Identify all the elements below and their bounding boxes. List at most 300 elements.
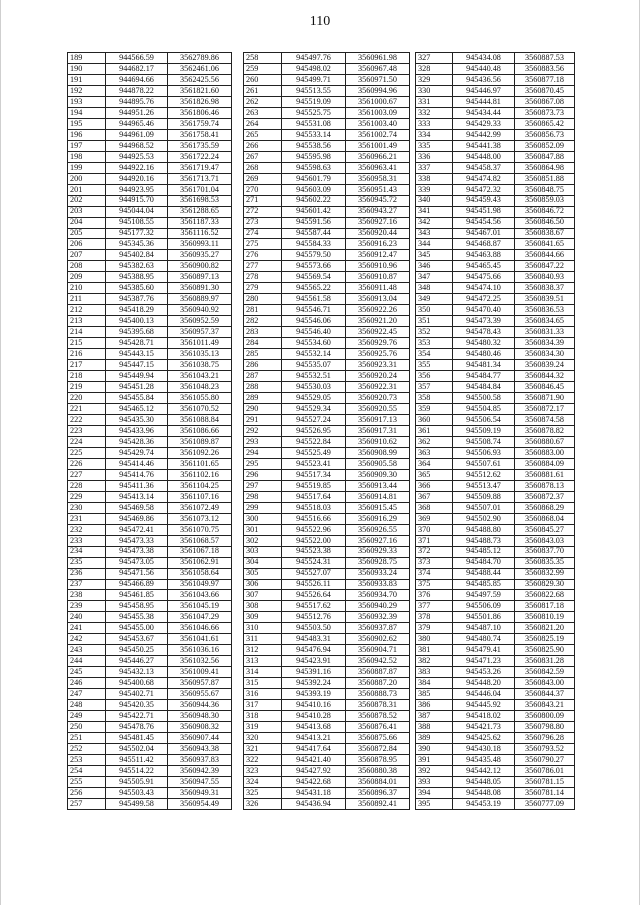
- table-row: [68, 787, 232, 798]
- x-coordinate-cell: 945451.28: [106, 382, 168, 393]
- coordinates-table-1: [67, 52, 232, 810]
- point-number-cell: 381: [416, 645, 453, 656]
- y-coordinate-cell: 3560951.43: [346, 184, 410, 195]
- y-coordinate-cell: 3560955.67: [168, 689, 232, 700]
- y-coordinate-cell: 3561049.97: [168, 579, 232, 590]
- x-coordinate-cell: 945499.58: [106, 798, 168, 809]
- point-number-cell: 272: [244, 206, 282, 217]
- y-coordinate-cell: 3560839.51: [515, 294, 575, 305]
- point-number-cell: 205: [68, 228, 106, 239]
- y-coordinate-cell: 3560905.58: [346, 458, 410, 469]
- x-coordinate-cell: 944961.09: [106, 129, 168, 140]
- point-number-cell: 356: [416, 371, 453, 382]
- table-row: [416, 118, 575, 129]
- point-number-cell: 363: [416, 447, 453, 458]
- table-row: [244, 294, 410, 305]
- page-number: 110: [309, 14, 331, 29]
- x-coordinate-cell: 945502.90: [453, 513, 515, 524]
- table-row: [416, 557, 575, 568]
- table-row: [416, 162, 575, 173]
- table-row: [416, 316, 575, 327]
- table-row: [244, 700, 410, 711]
- table-row: [244, 491, 410, 502]
- point-number-cell: 319: [244, 722, 282, 733]
- table-row: [244, 579, 410, 590]
- point-number-cell: 244: [68, 656, 106, 667]
- y-coordinate-cell: 3561043.21: [168, 371, 232, 382]
- x-coordinate-cell: 945595.98: [282, 151, 346, 162]
- y-coordinate-cell: 3560916.29: [346, 513, 410, 524]
- y-coordinate-cell: 3560907.44: [168, 733, 232, 744]
- table-row: [244, 107, 410, 118]
- x-coordinate-cell: 945444.81: [453, 96, 515, 107]
- y-coordinate-cell: 3560878.95: [346, 755, 410, 766]
- y-coordinate-cell: 3560927.16: [346, 535, 410, 546]
- x-coordinate-cell: 945417.64: [282, 744, 346, 755]
- y-coordinate-cell: 3560923.31: [346, 360, 410, 371]
- y-coordinate-cell: 3560932.39: [346, 612, 410, 623]
- point-number-cell: 385: [416, 689, 453, 700]
- table-row: [68, 53, 232, 64]
- point-number-cell: 379: [416, 623, 453, 634]
- x-coordinate-cell: 945504.85: [453, 404, 515, 415]
- y-coordinate-cell: 3560868.29: [515, 502, 575, 513]
- point-number-cell: 392: [416, 765, 453, 776]
- point-number-cell: 330: [416, 85, 453, 96]
- point-number-cell: 353: [416, 338, 453, 349]
- point-number-cell: 247: [68, 689, 106, 700]
- y-coordinate-cell: 3560913.44: [346, 480, 410, 491]
- point-number-cell: 328: [416, 63, 453, 74]
- point-number-cell: 327: [416, 53, 453, 64]
- point-number-cell: 352: [416, 327, 453, 338]
- table-row: [68, 85, 232, 96]
- x-coordinate-cell: 945478.76: [106, 722, 168, 733]
- x-coordinate-cell: 945466.89: [106, 579, 168, 590]
- point-number-cell: 224: [68, 436, 106, 447]
- table-row: [68, 250, 232, 261]
- table-row: [244, 338, 410, 349]
- y-coordinate-cell: 3560910.96: [346, 261, 410, 272]
- point-number-cell: 208: [68, 261, 106, 272]
- x-coordinate-cell: 944965.46: [106, 118, 168, 129]
- table-row: [416, 546, 575, 557]
- y-coordinate-cell: 3560781.15: [515, 776, 575, 787]
- point-number-cell: 226: [68, 458, 106, 469]
- point-number-cell: 213: [68, 316, 106, 327]
- point-number-cell: 370: [416, 524, 453, 535]
- point-number-cell: 299: [244, 502, 282, 513]
- point-number-cell: 249: [68, 711, 106, 722]
- x-coordinate-cell: 945393.19: [282, 689, 346, 700]
- point-number-cell: 371: [416, 535, 453, 546]
- y-coordinate-cell: 3560874.58: [515, 414, 575, 425]
- point-number-cell: 270: [244, 184, 282, 195]
- point-number-cell: 227: [68, 469, 106, 480]
- y-coordinate-cell: 3560913.04: [346, 294, 410, 305]
- y-coordinate-cell: 3560916.23: [346, 239, 410, 250]
- x-coordinate-cell: 945461.85: [106, 590, 168, 601]
- x-coordinate-cell: 945451.98: [453, 206, 515, 217]
- table-row: [244, 404, 410, 415]
- point-number-cell: 316: [244, 689, 282, 700]
- point-number-cell: 197: [68, 140, 106, 151]
- y-coordinate-cell: 3560889.97: [168, 294, 232, 305]
- point-number-cell: 295: [244, 458, 282, 469]
- point-number-cell: 245: [68, 667, 106, 678]
- point-number-cell: 293: [244, 436, 282, 447]
- y-coordinate-cell: 3560852.09: [515, 140, 575, 151]
- y-coordinate-cell: 3560908.99: [346, 447, 410, 458]
- y-coordinate-cell: 3560911.48: [346, 283, 410, 294]
- y-coordinate-cell: 3560848.75: [515, 184, 575, 195]
- y-coordinate-cell: 3561002.74: [346, 129, 410, 140]
- y-coordinate-cell: 3561032.56: [168, 656, 232, 667]
- x-coordinate-cell: 945484.70: [453, 557, 515, 568]
- y-coordinate-cell: 3561722.24: [168, 151, 232, 162]
- point-number-cell: 308: [244, 601, 282, 612]
- x-coordinate-cell: 945512.62: [453, 469, 515, 480]
- x-coordinate-cell: 945525.49: [282, 447, 346, 458]
- point-number-cell: 233: [68, 535, 106, 546]
- x-coordinate-cell: 945428.36: [106, 436, 168, 447]
- x-coordinate-cell: 945385.60: [106, 283, 168, 294]
- y-coordinate-cell: 3561058.64: [168, 568, 232, 579]
- point-number-cell: 390: [416, 744, 453, 755]
- x-coordinate-cell: 945529.05: [282, 393, 346, 404]
- y-coordinate-cell: 3560933.83: [346, 579, 410, 590]
- point-number-cell: 313: [244, 656, 282, 667]
- table-row: [244, 140, 410, 151]
- x-coordinate-cell: 945443.15: [106, 349, 168, 360]
- x-coordinate-cell: 945531.08: [282, 118, 346, 129]
- table-row: [416, 74, 575, 85]
- y-coordinate-cell: 3561048.23: [168, 382, 232, 393]
- x-coordinate-cell: 945602.22: [282, 195, 346, 206]
- y-coordinate-cell: 3561701.04: [168, 184, 232, 195]
- x-coordinate-cell: 945487.10: [453, 623, 515, 634]
- point-number-cell: 303: [244, 546, 282, 557]
- point-number-cell: 362: [416, 436, 453, 447]
- y-coordinate-cell: 3560943.27: [346, 206, 410, 217]
- table-row: [416, 436, 575, 447]
- x-coordinate-cell: 945469.58: [106, 502, 168, 513]
- table-row: [244, 787, 410, 798]
- point-number-cell: 359: [416, 404, 453, 415]
- x-coordinate-cell: 945513.55: [282, 85, 346, 96]
- y-coordinate-cell: 3560876.41: [346, 722, 410, 733]
- point-number-cell: 305: [244, 568, 282, 579]
- table-row: [68, 294, 232, 305]
- y-coordinate-cell: 3560864.98: [515, 162, 575, 173]
- table-row: [244, 535, 410, 546]
- table-row: [68, 678, 232, 689]
- y-coordinate-cell: 3560884.01: [346, 776, 410, 787]
- table-row: [244, 85, 410, 96]
- table-row: [244, 557, 410, 568]
- table-row: [68, 524, 232, 535]
- point-number-cell: 265: [244, 129, 282, 140]
- y-coordinate-cell: 3560843.00: [515, 678, 575, 689]
- y-coordinate-cell: 3560870.45: [515, 85, 575, 96]
- point-number-cell: 324: [244, 776, 282, 787]
- x-coordinate-cell: 945474.10: [453, 283, 515, 294]
- y-coordinate-cell: 3560971.50: [346, 74, 410, 85]
- y-coordinate-cell: 3560940.92: [168, 305, 232, 316]
- x-coordinate-cell: 945446.97: [453, 85, 515, 96]
- x-coordinate-cell: 945414.46: [106, 458, 168, 469]
- table-row: [68, 74, 232, 85]
- point-number-cell: 231: [68, 513, 106, 524]
- table-row: [68, 447, 232, 458]
- x-coordinate-cell: 945484.77: [453, 371, 515, 382]
- table-row: [244, 327, 410, 338]
- y-coordinate-cell: 3560844.37: [515, 689, 575, 700]
- y-coordinate-cell: 3560786.01: [515, 765, 575, 776]
- y-coordinate-cell: 3561046.66: [168, 623, 232, 634]
- x-coordinate-cell: 945479.41: [453, 645, 515, 656]
- x-coordinate-cell: 945434.44: [453, 107, 515, 118]
- point-number-cell: 234: [68, 546, 106, 557]
- y-coordinate-cell: 3560943.38: [168, 744, 232, 755]
- x-coordinate-cell: 945427.92: [282, 765, 346, 776]
- x-coordinate-cell: 945387.76: [106, 294, 168, 305]
- page-edge-left: [0, 0, 1, 905]
- x-coordinate-cell: 944566.59: [106, 53, 168, 64]
- point-number-cell: 323: [244, 765, 282, 776]
- table-row: [416, 447, 575, 458]
- table-row: [68, 535, 232, 546]
- x-coordinate-cell: 945470.40: [453, 305, 515, 316]
- x-coordinate-cell: 945458.95: [106, 601, 168, 612]
- x-coordinate-cell: 945472.41: [106, 524, 168, 535]
- y-coordinate-cell: 3561092.26: [168, 447, 232, 458]
- table-row: [244, 458, 410, 469]
- point-number-cell: 243: [68, 645, 106, 656]
- y-coordinate-cell: 3560846.45: [515, 382, 575, 393]
- point-number-cell: 373: [416, 557, 453, 568]
- table-row: [244, 206, 410, 217]
- table-row: [68, 623, 232, 634]
- point-number-cell: 369: [416, 513, 453, 524]
- x-coordinate-cell: 945507.61: [453, 458, 515, 469]
- point-number-cell: 361: [416, 425, 453, 436]
- point-number-cell: 280: [244, 294, 282, 305]
- point-number-cell: 326: [244, 798, 282, 809]
- table-row: [244, 96, 410, 107]
- y-coordinate-cell: 3560912.47: [346, 250, 410, 261]
- point-number-cell: 304: [244, 557, 282, 568]
- x-coordinate-cell: 944682.17: [106, 63, 168, 74]
- y-coordinate-cell: 3560838.67: [515, 228, 575, 239]
- y-coordinate-cell: 3560844.66: [515, 250, 575, 261]
- point-number-cell: 216: [68, 349, 106, 360]
- x-coordinate-cell: 945527.24: [282, 414, 346, 425]
- y-coordinate-cell: 3560872.17: [515, 404, 575, 415]
- table-row: [416, 53, 575, 64]
- point-number-cell: 366: [416, 480, 453, 491]
- table-row: [244, 798, 410, 809]
- y-coordinate-cell: 3561698.53: [168, 195, 232, 206]
- point-number-cell: 209: [68, 272, 106, 283]
- x-coordinate-cell: 945453.26: [453, 667, 515, 678]
- x-coordinate-cell: 945530.03: [282, 382, 346, 393]
- y-coordinate-cell: 3560851.88: [515, 173, 575, 184]
- y-coordinate-cell: 3561288.65: [168, 206, 232, 217]
- x-coordinate-cell: 945519.09: [282, 96, 346, 107]
- point-number-cell: 246: [68, 678, 106, 689]
- y-coordinate-cell: 3560902.62: [346, 634, 410, 645]
- x-coordinate-cell: 945395.68: [106, 327, 168, 338]
- point-number-cell: 215: [68, 338, 106, 349]
- table-row: [416, 502, 575, 513]
- point-number-cell: 200: [68, 173, 106, 184]
- point-number-cell: 346: [416, 261, 453, 272]
- x-coordinate-cell: 945523.38: [282, 546, 346, 557]
- x-coordinate-cell: 945527.07: [282, 568, 346, 579]
- point-number-cell: 262: [244, 96, 282, 107]
- x-coordinate-cell: 945565.22: [282, 283, 346, 294]
- table-row: [416, 382, 575, 393]
- table-row: [416, 360, 575, 371]
- table-row: [244, 371, 410, 382]
- y-coordinate-cell: 3560867.08: [515, 96, 575, 107]
- point-number-cell: 355: [416, 360, 453, 371]
- y-coordinate-cell: 3561036.16: [168, 645, 232, 656]
- x-coordinate-cell: 945476.94: [282, 645, 346, 656]
- x-coordinate-cell: 945498.02: [282, 63, 346, 74]
- x-coordinate-cell: 945472.25: [453, 294, 515, 305]
- y-coordinate-cell: 3562425.56: [168, 74, 232, 85]
- y-coordinate-cell: 3561072.49: [168, 502, 232, 513]
- y-coordinate-cell: 3561038.75: [168, 360, 232, 371]
- x-coordinate-cell: 945455.84: [106, 393, 168, 404]
- table-row: [416, 579, 575, 590]
- y-coordinate-cell: 3561089.87: [168, 436, 232, 447]
- x-coordinate-cell: 945481.34: [453, 360, 515, 371]
- point-number-cell: 207: [68, 250, 106, 261]
- y-coordinate-cell: 3561088.84: [168, 414, 232, 425]
- x-coordinate-cell: 945546.06: [282, 316, 346, 327]
- table-row: [244, 678, 410, 689]
- table-row: [416, 645, 575, 656]
- point-number-cell: 331: [416, 96, 453, 107]
- table-row: [68, 469, 232, 480]
- x-coordinate-cell: 945488.73: [453, 535, 515, 546]
- table-row: [68, 700, 232, 711]
- table-row: [68, 404, 232, 415]
- point-number-cell: 191: [68, 74, 106, 85]
- y-coordinate-cell: 3560873.73: [515, 107, 575, 118]
- table-row: [244, 568, 410, 579]
- y-coordinate-cell: 3560954.49: [168, 798, 232, 809]
- table-row: [68, 327, 232, 338]
- point-number-cell: 278: [244, 272, 282, 283]
- y-coordinate-cell: 3560865.42: [515, 118, 575, 129]
- point-number-cell: 317: [244, 700, 282, 711]
- point-number-cell: 283: [244, 327, 282, 338]
- table-row: [68, 140, 232, 151]
- x-coordinate-cell: 945410.28: [282, 711, 346, 722]
- y-coordinate-cell: 3560847.22: [515, 261, 575, 272]
- y-coordinate-cell: 3561045.19: [168, 601, 232, 612]
- point-number-cell: 383: [416, 667, 453, 678]
- point-number-cell: 300: [244, 513, 282, 524]
- y-coordinate-cell: 3560878.13: [515, 480, 575, 491]
- y-coordinate-cell: 3560993.11: [168, 239, 232, 250]
- point-number-cell: 320: [244, 733, 282, 744]
- y-coordinate-cell: 3560868.04: [515, 513, 575, 524]
- y-coordinate-cell: 3560842.59: [515, 667, 575, 678]
- x-coordinate-cell: 945108.55: [106, 217, 168, 228]
- point-number-cell: 394: [416, 787, 453, 798]
- table-row: [68, 776, 232, 787]
- point-number-cell: 335: [416, 140, 453, 151]
- table-row: [244, 524, 410, 535]
- x-coordinate-cell: 945402.84: [106, 250, 168, 261]
- point-number-cell: 259: [244, 63, 282, 74]
- x-coordinate-cell: 945601.42: [282, 206, 346, 217]
- table-row: [68, 755, 232, 766]
- x-coordinate-cell: 945522.00: [282, 535, 346, 546]
- x-coordinate-cell: 945522.96: [282, 524, 346, 535]
- table-row: [244, 656, 410, 667]
- table-row: [244, 601, 410, 612]
- x-coordinate-cell: 945523.41: [282, 458, 346, 469]
- x-coordinate-cell: 945601.79: [282, 173, 346, 184]
- x-coordinate-cell: 945505.91: [106, 776, 168, 787]
- x-coordinate-cell: 945442.99: [453, 129, 515, 140]
- y-coordinate-cell: 3561055.80: [168, 393, 232, 404]
- y-coordinate-cell: 3560796.28: [515, 733, 575, 744]
- x-coordinate-cell: 945402.71: [106, 689, 168, 700]
- point-number-cell: 203: [68, 206, 106, 217]
- table-row: [416, 612, 575, 623]
- y-coordinate-cell: 3560929.33: [346, 546, 410, 557]
- y-coordinate-cell: 3560878.31: [346, 700, 410, 711]
- x-coordinate-cell: 944920.16: [106, 173, 168, 184]
- x-coordinate-cell: 945587.44: [282, 228, 346, 239]
- x-coordinate-cell: 945400.68: [106, 678, 168, 689]
- table-row: [244, 63, 410, 74]
- x-coordinate-cell: 944878.22: [106, 85, 168, 96]
- point-number-cell: 202: [68, 195, 106, 206]
- y-coordinate-cell: 3560831.33: [515, 327, 575, 338]
- x-coordinate-cell: 945448.08: [453, 787, 515, 798]
- table-row: [68, 722, 232, 733]
- point-number-cell: 252: [68, 744, 106, 755]
- table-row: [416, 206, 575, 217]
- table-row: [244, 513, 410, 524]
- point-number-cell: 204: [68, 217, 106, 228]
- y-coordinate-cell: 3560920.44: [346, 228, 410, 239]
- table-row: [68, 579, 232, 590]
- x-coordinate-cell: 945524.31: [282, 557, 346, 568]
- point-number-cell: 294: [244, 447, 282, 458]
- y-coordinate-cell: 3560838.37: [515, 283, 575, 294]
- x-coordinate-cell: 945579.50: [282, 250, 346, 261]
- x-coordinate-cell: 945447.15: [106, 360, 168, 371]
- point-number-cell: 298: [244, 491, 282, 502]
- table-row: [244, 129, 410, 140]
- y-coordinate-cell: 3560846.72: [515, 206, 575, 217]
- point-number-cell: 364: [416, 458, 453, 469]
- x-coordinate-cell: 945044.04: [106, 206, 168, 217]
- y-coordinate-cell: 3560891.30: [168, 283, 232, 294]
- table-row: [416, 107, 575, 118]
- table-row: [244, 623, 410, 634]
- table-row: [416, 765, 575, 776]
